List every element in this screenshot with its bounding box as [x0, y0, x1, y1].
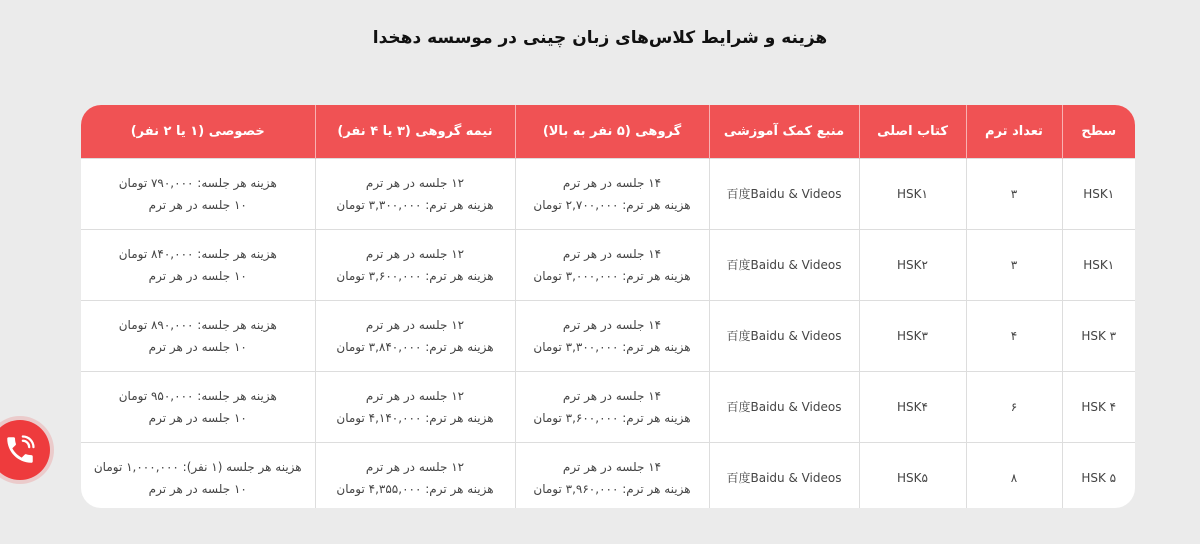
cell-private — [81, 159, 315, 230]
cell-group — [515, 301, 709, 372]
header-semi-group: نیمه گروهی (۳ یا ۴ نفر) — [315, 105, 515, 159]
private-line-1: هزینه هر جلسه: ۸۴۰,۰۰۰ تومان — [118, 247, 277, 261]
cell-book — [859, 230, 966, 301]
level-text: HSK ۴ — [1081, 400, 1117, 414]
cell-resource — [709, 230, 859, 301]
book-text: HSK۳ — [897, 329, 928, 343]
table-row — [81, 301, 1135, 372]
group-line-2: هزینه هر ترم: ۲,۷۰۰,۰۰۰ تومان — [533, 198, 691, 212]
header-book: کتاب اصلی — [859, 105, 966, 159]
cell-private — [81, 301, 315, 372]
resource-text: 百度Baidu & Videos — [726, 471, 842, 485]
header-terms: تعداد ترم — [966, 105, 1062, 159]
resource-text: 百度Baidu & Videos — [726, 258, 842, 272]
pricing-table-card — [81, 105, 1135, 508]
level-text: HSK ۳ — [1081, 329, 1117, 343]
semi-line-2: هزینه هر ترم: ۴,۱۴۰,۰۰۰ تومان — [336, 411, 494, 425]
private-line-1: هزینه هر جلسه: ۷۹۰,۰۰۰ تومان — [118, 176, 277, 190]
cell-level — [1062, 443, 1135, 509]
resource-text: 百度Baidu & Videos — [726, 400, 842, 414]
cell-private — [81, 372, 315, 443]
cell-terms: ۶ — [966, 372, 1062, 443]
semi-line-1: ۱۲ جلسه در هر ترم — [365, 176, 465, 190]
group-line-2: هزینه هر ترم: ۳,۳۰۰,۰۰۰ تومان — [533, 340, 691, 354]
header-private: خصوصی (۱ یا ۲ نفر) — [81, 105, 315, 159]
group-line-1: ۱۴ جلسه در هر ترم — [562, 247, 662, 261]
level-text: HSK۱ — [1083, 258, 1115, 272]
header-resource: منبع کمک آموزشی — [709, 105, 859, 159]
semi-line-2: هزینه هر ترم: ۳,۸۴۰,۰۰۰ تومان — [336, 340, 494, 354]
semi-line-1: ۱۲ جلسه در هر ترم — [365, 247, 465, 261]
table-row — [81, 443, 1135, 509]
group-line-1: ۱۴ جلسه در هر ترم — [562, 389, 662, 403]
cell-level — [1062, 301, 1135, 372]
cell-book — [859, 301, 966, 372]
cell-private — [81, 230, 315, 301]
book-text: HSK۲ — [897, 258, 928, 272]
semi-line-2: هزینه هر ترم: ۳,۳۰۰,۰۰۰ تومان — [336, 198, 494, 212]
cell-level — [1062, 372, 1135, 443]
semi-line-1: ۱۲ جلسه در هر ترم — [365, 318, 465, 332]
header-group: گروهی (۵ نفر به بالا) — [515, 105, 709, 159]
group-line-2: هزینه هر ترم: ۳,۹۶۰,۰۰۰ تومان — [533, 482, 691, 496]
semi-line-1: ۱۲ جلسه در هر ترم — [365, 460, 465, 474]
cell-book — [859, 159, 966, 230]
cell-level — [1062, 159, 1135, 230]
semi-line-2: هزینه هر ترم: ۴,۳۵۵,۰۰۰ تومان — [336, 482, 494, 496]
cell-resource — [709, 443, 859, 509]
call-button[interactable] — [0, 420, 50, 480]
cell-group — [515, 372, 709, 443]
level-text: HSK ۵ — [1081, 471, 1117, 485]
group-line-2: هزینه هر ترم: ۳,۰۰۰,۰۰۰ تومان — [533, 269, 691, 283]
resource-text: 百度Baidu & Videos — [726, 187, 842, 201]
cell-terms: ۳ — [966, 159, 1062, 230]
header-level: سطح — [1062, 105, 1135, 159]
cell-terms: ۸ — [966, 443, 1062, 509]
cell-group — [515, 230, 709, 301]
private-line-2: ۱۰ جلسه در هر ترم — [148, 482, 247, 496]
level-text: HSK۱ — [1083, 187, 1115, 201]
cell-terms: ۳ — [966, 230, 1062, 301]
semi-line-2: هزینه هر ترم: ۳,۶۰۰,۰۰۰ تومان — [336, 269, 494, 283]
semi-line-1: ۱۲ جلسه در هر ترم — [365, 389, 465, 403]
cell-group — [515, 159, 709, 230]
cell-book — [859, 443, 966, 509]
group-line-1: ۱۴ جلسه در هر ترم — [562, 460, 662, 474]
private-line-2: ۱۰ جلسه در هر ترم — [148, 340, 247, 354]
cell-resource — [709, 301, 859, 372]
cell-semi-group — [315, 301, 515, 372]
group-line-1: ۱۴ جلسه در هر ترم — [562, 176, 662, 190]
group-line-2: هزینه هر ترم: ۳,۶۰۰,۰۰۰ تومان — [533, 411, 691, 425]
pricing-table — [81, 105, 1135, 508]
group-line-1: ۱۴ جلسه در هر ترم — [562, 318, 662, 332]
cell-semi-group — [315, 372, 515, 443]
book-text: HSK۵ — [897, 471, 928, 485]
private-line-1: هزینه هر جلسه (۱ نفر): ۱,۰۰۰,۰۰۰ تومان — [93, 460, 302, 474]
table-row — [81, 372, 1135, 443]
cell-resource — [709, 159, 859, 230]
cell-semi-group — [315, 230, 515, 301]
page-title: هزینه و شرایط کلاس‌های زبان چینی در موسسه دهخدا — [372, 28, 828, 48]
private-line-1: هزینه هر جلسه: ۹۵۰,۰۰۰ تومان — [118, 389, 277, 403]
cell-semi-group — [315, 443, 515, 509]
phone-call-icon — [3, 433, 37, 467]
table-header-row — [81, 105, 1135, 159]
cell-level — [1062, 230, 1135, 301]
private-line-2: ۱۰ جلسه در هر ترم — [148, 198, 247, 212]
cell-group — [515, 443, 709, 509]
cell-terms: ۴ — [966, 301, 1062, 372]
book-text: HSK۱ — [897, 187, 928, 201]
table-row — [81, 159, 1135, 230]
cell-resource — [709, 372, 859, 443]
private-line-2: ۱۰ جلسه در هر ترم — [148, 269, 247, 283]
cell-private — [81, 443, 315, 509]
private-line-1: هزینه هر جلسه: ۸۹۰,۰۰۰ تومان — [118, 318, 277, 332]
table-row — [81, 230, 1135, 301]
private-line-2: ۱۰ جلسه در هر ترم — [148, 411, 247, 425]
resource-text: 百度Baidu & Videos — [726, 329, 842, 343]
cell-semi-group — [315, 159, 515, 230]
book-text: HSK۴ — [897, 400, 928, 414]
cell-book — [859, 372, 966, 443]
